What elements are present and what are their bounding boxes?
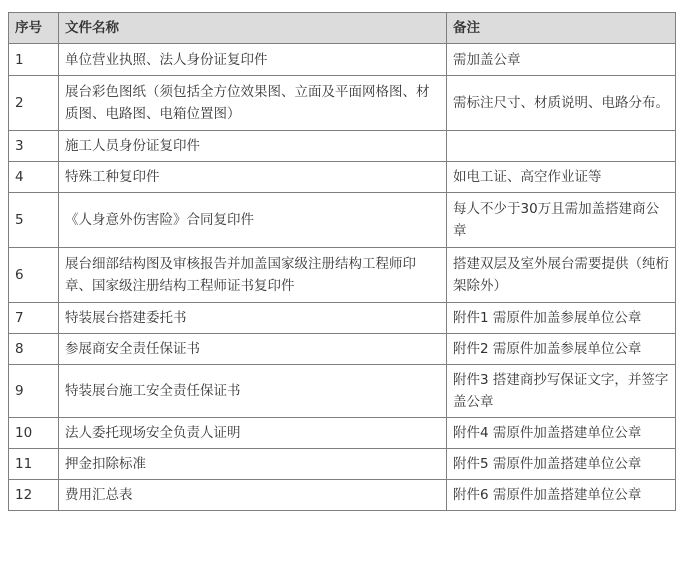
- row-file-name: 展台彩色图纸（须包括全方位效果图、立面及平面网格图、材质图、电路图、电箱位置图）: [59, 76, 447, 131]
- row-file-name: 特殊工种复印件: [59, 162, 447, 193]
- table-row: [9, 334, 676, 365]
- header-file-name: 文件名称: [59, 13, 447, 44]
- row-number: 4: [9, 162, 59, 193]
- row-number: 6: [9, 248, 59, 303]
- row-file-name: 参展商安全责任保证书: [59, 334, 447, 365]
- row-remark: 搭建双层及室外展台需要提供（纯桁架除外）: [447, 248, 676, 303]
- documents-table: [8, 12, 676, 511]
- header-number: 序号: [9, 13, 59, 44]
- row-file-name: 特装展台搭建委托书: [59, 303, 447, 334]
- table-row: [9, 76, 676, 131]
- row-remark: 每人不少于30万且需加盖搭建商公章: [447, 193, 676, 248]
- table-row: [9, 449, 676, 480]
- row-number: 2: [9, 76, 59, 131]
- row-file-name: 特装展台施工安全责任保证书: [59, 365, 447, 418]
- table-row: [9, 162, 676, 193]
- table-body: [9, 44, 676, 511]
- row-file-name: 《人身意外伤害险》合同复印件: [59, 193, 447, 248]
- table-row: [9, 193, 676, 248]
- table-row: [9, 248, 676, 303]
- row-remark: 附件1 需原件加盖参展单位公章: [447, 303, 676, 334]
- table-row: [9, 131, 676, 162]
- row-remark: 需加盖公章: [447, 44, 676, 76]
- row-number: 8: [9, 334, 59, 365]
- table-row: [9, 418, 676, 449]
- row-remark: [447, 131, 676, 162]
- row-number: 7: [9, 303, 59, 334]
- row-remark: 附件6 需原件加盖搭建单位公章: [447, 480, 676, 511]
- table-header: [9, 13, 676, 44]
- row-remark: 需标注尺寸、材质说明、电路分布。: [447, 76, 676, 131]
- row-remark: 附件4 需原件加盖搭建单位公章: [447, 418, 676, 449]
- table-row: [9, 44, 676, 76]
- row-file-name: 押金扣除标准: [59, 449, 447, 480]
- row-number: 11: [9, 449, 59, 480]
- row-number: 5: [9, 193, 59, 248]
- row-number: 12: [9, 480, 59, 511]
- row-remark: 附件5 需原件加盖搭建单位公章: [447, 449, 676, 480]
- row-number: 9: [9, 365, 59, 418]
- row-number: 1: [9, 44, 59, 76]
- row-number: 10: [9, 418, 59, 449]
- table-row: [9, 303, 676, 334]
- row-remark: 如电工证、高空作业证等: [447, 162, 676, 193]
- row-remark: 附件2 需原件加盖参展单位公章: [447, 334, 676, 365]
- table-row: [9, 365, 676, 418]
- row-file-name: 单位营业执照、法人身份证复印件: [59, 44, 447, 76]
- header-remarks: 备注: [447, 13, 676, 44]
- row-file-name: 法人委托现场安全负责人证明: [59, 418, 447, 449]
- row-file-name: 展台细部结构图及审核报告并加盖国家级注册结构工程师印章、国家级注册结构工程师证书复印件: [59, 248, 447, 303]
- header-row: [9, 13, 676, 44]
- row-file-name: 费用汇总表: [59, 480, 447, 511]
- row-file-name: 施工人员身份证复印件: [59, 131, 447, 162]
- row-number: 3: [9, 131, 59, 162]
- row-remark: 附件3 搭建商抄写保证文字，并签字盖公章: [447, 365, 676, 418]
- table-row: [9, 480, 676, 511]
